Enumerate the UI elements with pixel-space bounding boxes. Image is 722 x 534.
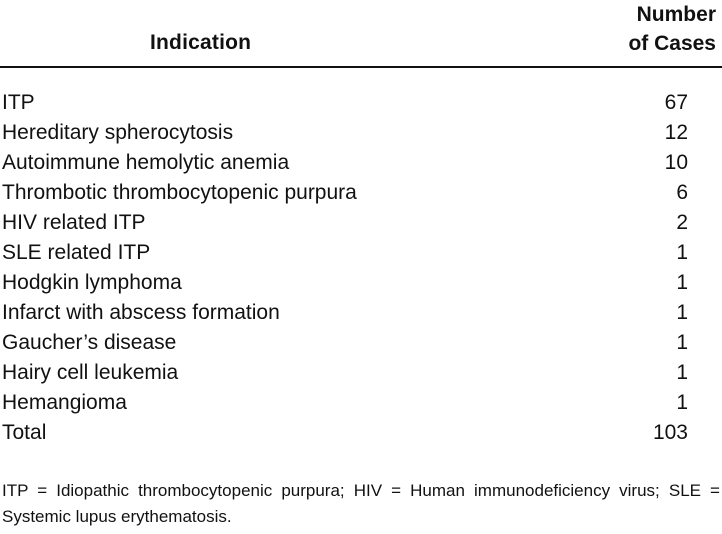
- indication-cell: Gaucher’s disease: [2, 331, 177, 354]
- indication-cell: Hodgkin lymphoma: [2, 271, 182, 294]
- column-header-number-of-cases: [628, 0, 716, 58]
- table-row: [0, 328, 722, 358]
- cases-cell: 6: [676, 181, 688, 204]
- indication-cell: HIV related ITP: [2, 211, 146, 234]
- indication-cell: ITP: [2, 91, 35, 114]
- table-body: [0, 88, 722, 448]
- cases-cell: 67: [664, 91, 688, 114]
- indication-cell: Hemangioma: [2, 391, 127, 414]
- cases-cell: 1: [676, 331, 688, 354]
- column-header-number-line1: Number: [636, 3, 716, 26]
- indication-cell: SLE related ITP: [2, 241, 151, 264]
- cases-cell: 1: [676, 301, 688, 324]
- table-row: [0, 298, 722, 328]
- table-footnote: ITP = Idiopathic thrombocytopenic purpura; HIV = Human immunodeficiency virus; SLE = Systemic lupus erythematosis.: [2, 481, 720, 526]
- table-row: [0, 238, 722, 268]
- indication-cell: Hereditary spherocytosis: [2, 121, 234, 144]
- cases-cell: 10: [664, 151, 688, 174]
- table-row: [0, 178, 722, 208]
- cases-cell: 1: [676, 271, 688, 294]
- indication-cell: Thrombotic thrombocytopenic purpura: [2, 181, 357, 204]
- header-rule: [0, 66, 722, 68]
- table-row: [0, 388, 722, 418]
- table-row: [0, 358, 722, 388]
- total-value: 103: [652, 421, 688, 444]
- indication-cell: Hairy cell leukemia: [2, 361, 179, 384]
- total-label: Total: [2, 421, 47, 444]
- cases-cell: 1: [676, 391, 688, 414]
- table-row: [0, 88, 722, 118]
- cases-cell: 12: [664, 121, 688, 144]
- column-header-number-line2: of Cases: [628, 32, 716, 55]
- table-row: [0, 118, 722, 148]
- indication-cell: Infarct with abscess formation: [2, 301, 280, 324]
- indication-cell: Autoimmune hemolytic anemia: [2, 151, 290, 174]
- table-row-total: [0, 418, 722, 448]
- cases-cell: 2: [676, 211, 688, 234]
- column-header-indication: Indication: [150, 31, 252, 54]
- table-row: [0, 268, 722, 298]
- cases-cell: 1: [676, 361, 688, 384]
- cases-cell: 1: [676, 241, 688, 264]
- table-row: [0, 208, 722, 238]
- table-header: [0, 0, 722, 66]
- table-row: [0, 148, 722, 178]
